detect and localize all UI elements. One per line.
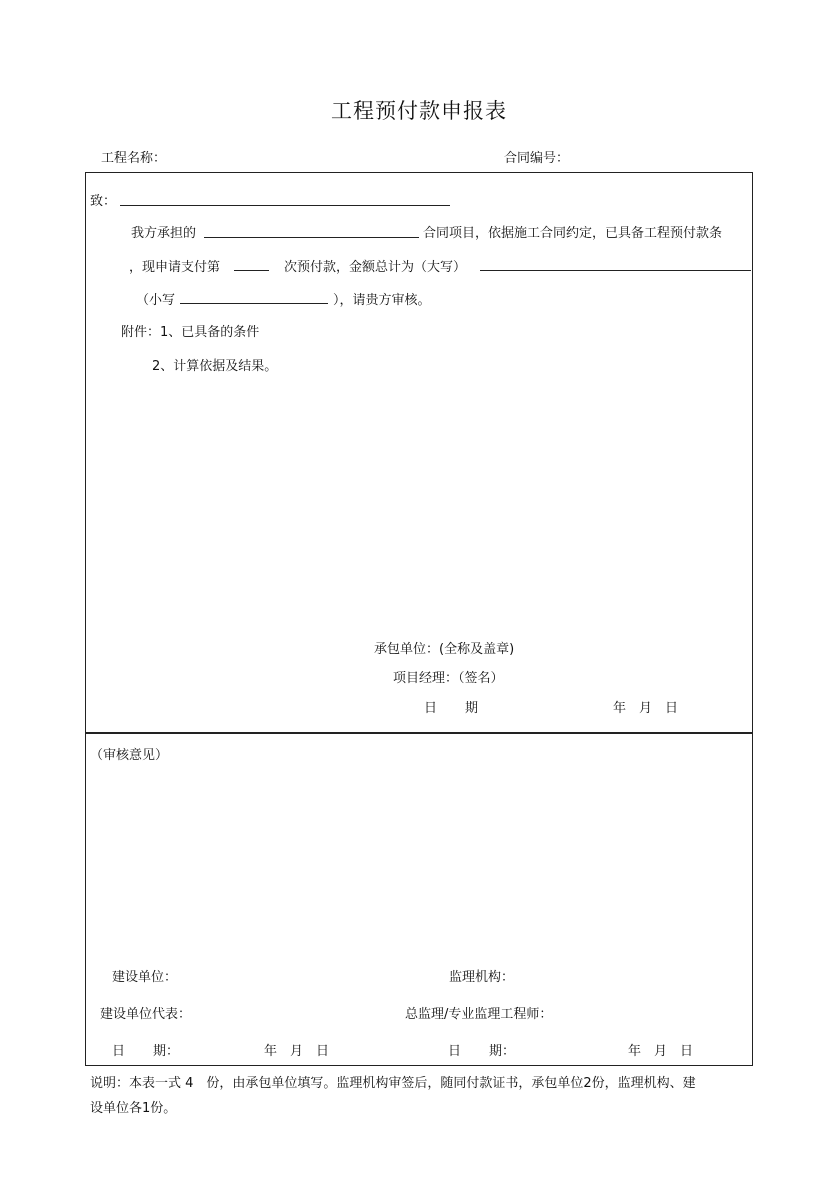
supervisor-unit-label: 监理机构： (449, 970, 515, 985)
right-date-ymd: 年 月 日 (628, 1044, 694, 1059)
project-manager-label: 项目经理：（签名） (393, 671, 504, 686)
amount-figures-line[interactable] (180, 303, 328, 304)
contractor-label: 承包单位：(全称及盖章) (374, 642, 515, 657)
amount-words-line[interactable] (480, 270, 751, 271)
line3-prefix: （小写 (136, 293, 176, 308)
line2-prefix: ，现申请支付第 (129, 260, 221, 275)
to-label: 致： (90, 194, 117, 209)
line1-suffix: 合同项目，依据施工合同约定，已具备工程预付款条 (423, 226, 723, 241)
page-title: 工程预付款申报表 (331, 99, 507, 123)
date-label-qi: 期 (465, 701, 479, 716)
right-date-qi: 期： (489, 1044, 516, 1059)
contract-project-line[interactable] (204, 237, 419, 238)
review-opinion-label: （审核意见） (90, 748, 169, 763)
contract-number-label: 合同编号： (504, 151, 570, 166)
line1-prefix: 我方承担的 (131, 226, 197, 241)
line2-middle: 次预付款，金额总计为（大写） (284, 260, 467, 275)
payment-number-line[interactable] (234, 270, 269, 271)
line3-suffix: ），请贵方审核。 (333, 293, 431, 308)
to-recipient-line[interactable] (120, 205, 450, 206)
owner-representative-label: 建设单位代表： (100, 1007, 192, 1022)
date-label-ri: 日 (424, 701, 438, 716)
date-ymd: 年 月 日 (613, 701, 679, 716)
note-line-2: 设单位各1份。 (90, 1101, 177, 1116)
left-date-ri: 日 (112, 1044, 126, 1059)
owner-unit-label: 建设单位： (112, 970, 178, 985)
note-line-1: 说明：本表一式 4 份，由承包单位填写。监理机构审签后，随同付款证书，承包单位2份，监理机构、建 (90, 1076, 696, 1091)
attachment-1: 附件：1、已具备的条件 (121, 325, 260, 340)
right-date-ri: 日 (448, 1044, 462, 1059)
project-name-label: 工程名称： (101, 151, 167, 166)
chief-supervisor-label: 总监理/专业监理工程师： (405, 1007, 553, 1022)
left-date-qi: 期： (153, 1044, 180, 1059)
attachment-2: 2、计算依据及结果。 (152, 359, 278, 374)
left-date-ymd: 年 月 日 (264, 1044, 330, 1059)
